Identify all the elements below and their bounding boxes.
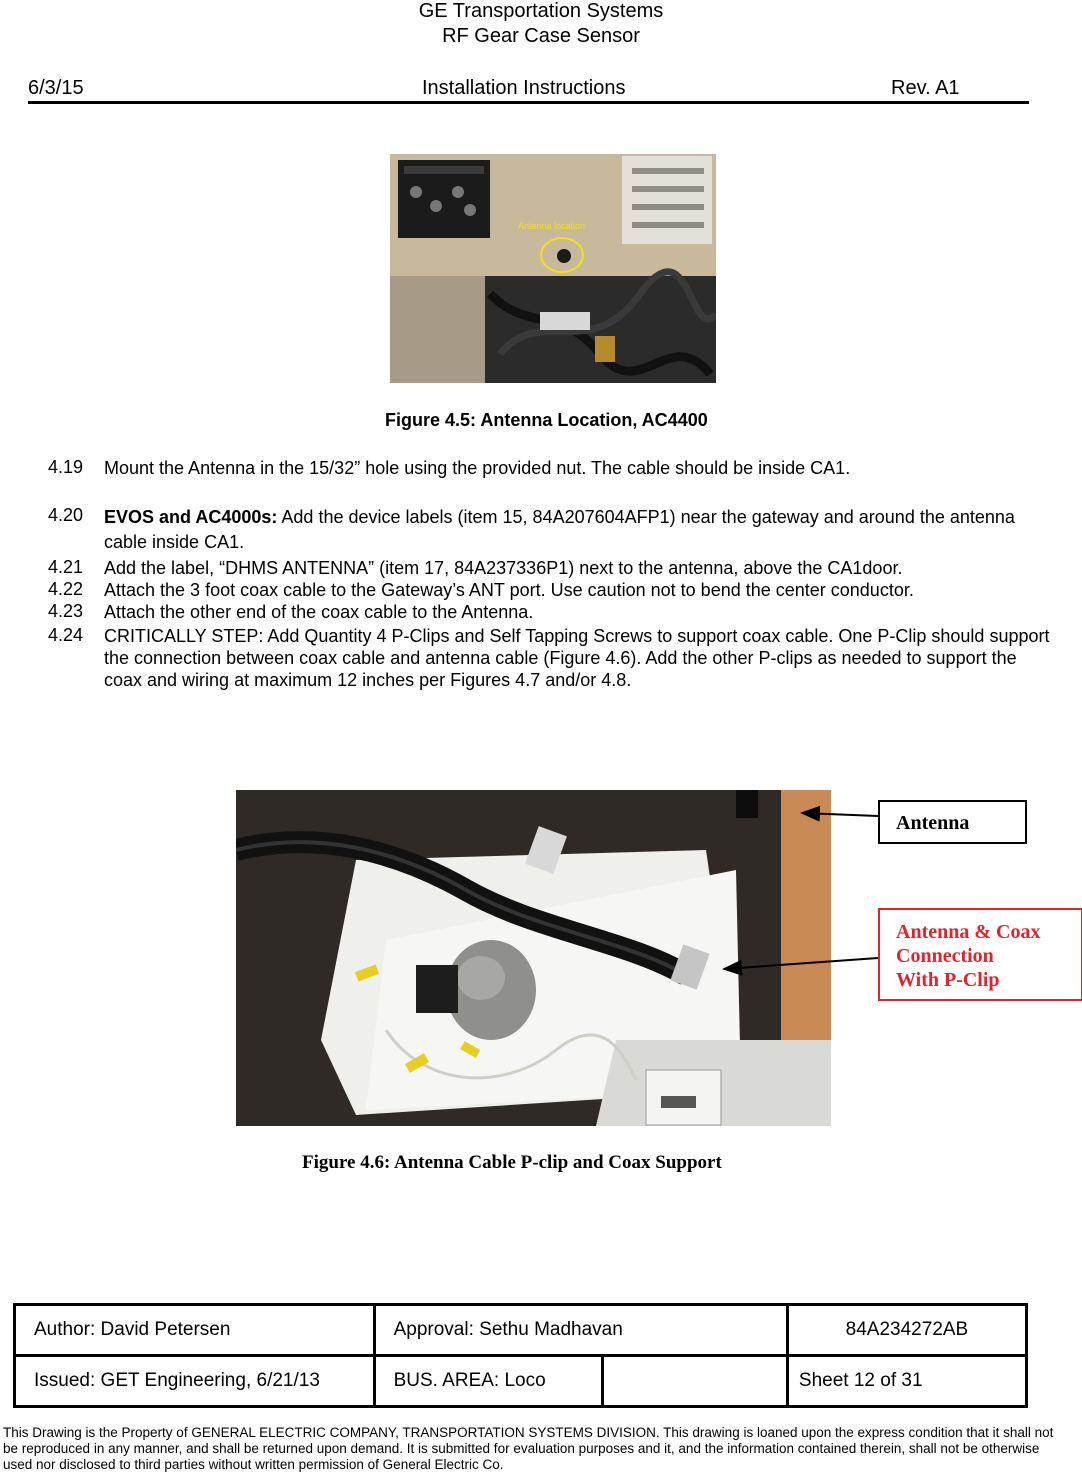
- bus-area-cell: BUS. AREA: Loco: [374, 1356, 602, 1407]
- empty-cell: [602, 1356, 787, 1407]
- step-bold-lead: EVOS and AC4000s:: [104, 507, 278, 527]
- step-text: [104, 505, 1044, 555]
- callout-line: Connection: [896, 945, 994, 967]
- approval-cell: Approval: Sethu Madhavan: [374, 1305, 787, 1356]
- step-number: 4.19: [48, 457, 84, 477]
- issued-cell: Issued: GET Engineering, 6/21/13: [15, 1356, 375, 1407]
- step-text: Mount the Antenna in the 15/32” hole using the provided nut. The cable should be inside CA1.: [104, 458, 851, 478]
- step-number: 4.23: [48, 601, 84, 621]
- title-block: [13, 1303, 1028, 1408]
- author-cell: Author: David Petersen: [15, 1305, 375, 1356]
- header-rule: [28, 101, 1029, 104]
- antenna-location-illustration: [390, 154, 716, 383]
- step-number: 4.20: [48, 505, 84, 525]
- figure-4-6-caption: Figure 4.6: Antenna Cable P-clip and Coax Support: [302, 1152, 722, 1173]
- header-company: GE Transportation Systems: [418, 0, 664, 22]
- antenna-callout: Antenna: [878, 800, 1027, 844]
- callout-line: Antenna & Coax: [896, 921, 1041, 943]
- step-number: 4.21: [48, 557, 84, 577]
- step-text: CRITICALLY STEP: Add Quantity 4 P-Clips and Self Tapping Screws to support coax cable. One P-Clip should support the connection between coax cable and antenna cable (Figure 4.6). Add the other P-clips as needed to support the coax and wiring at maximum 12 inches per Figures 4.7 and/or 4.8.: [104, 626, 1050, 690]
- figure-4-5-caption: Figure 4.5: Antenna Location, AC4400: [385, 410, 708, 430]
- callout-line: With P-Clip: [896, 969, 1000, 991]
- header-doc-title: Installation Instructions: [422, 77, 626, 99]
- antenna-arrow: [802, 813, 878, 816]
- step-number: 4.22: [48, 579, 84, 599]
- header-revision: Rev. A1: [891, 77, 960, 99]
- footer-notice: This Drawing is the Property of GENERAL ELECTRIC COMPANY, TRANSPORTATION SYSTEMS DIVISION. This drawing is loaned upon the express condition that it shall not be reproduced in any manner, and shall be returned upon demand. It is submitted for evaluation purposes and it, and the information contained therein, shall not be otherwise used nor disclosed to third parties without written permission of General Electric Co.: [3, 1425, 1054, 1472]
- sheet-cell: Sheet 12 of 31: [787, 1356, 1026, 1407]
- step-text: Add the label, “DHMS ANTENNA” (item 17, 84A237336P1) next to the antenna, above the CA1door.: [104, 558, 903, 578]
- step-number: 4.24: [48, 625, 84, 645]
- antenna-location-photo: [390, 154, 716, 383]
- header-date: 6/3/15: [28, 77, 84, 99]
- step-text: Attach the other end of the coax cable to the Antenna.: [104, 602, 534, 622]
- antenna-location-label: Antenna location: [518, 221, 586, 231]
- doc-number-cell: 84A234272AB: [787, 1305, 1026, 1356]
- header-product: RF Gear Case Sensor: [442, 25, 640, 47]
- step-text: Attach the 3 foot coax cable to the Gateway’s ANT port. Use caution not to bend the center conductor.: [104, 580, 914, 600]
- coax-arrow: [724, 958, 878, 969]
- coax-connection-callout: [878, 908, 1082, 1001]
- step-text-rest: Add the device labels (item 15, 84A207604AFP1) near the gateway and around the antenna cable inside CA1.: [104, 507, 1015, 552]
